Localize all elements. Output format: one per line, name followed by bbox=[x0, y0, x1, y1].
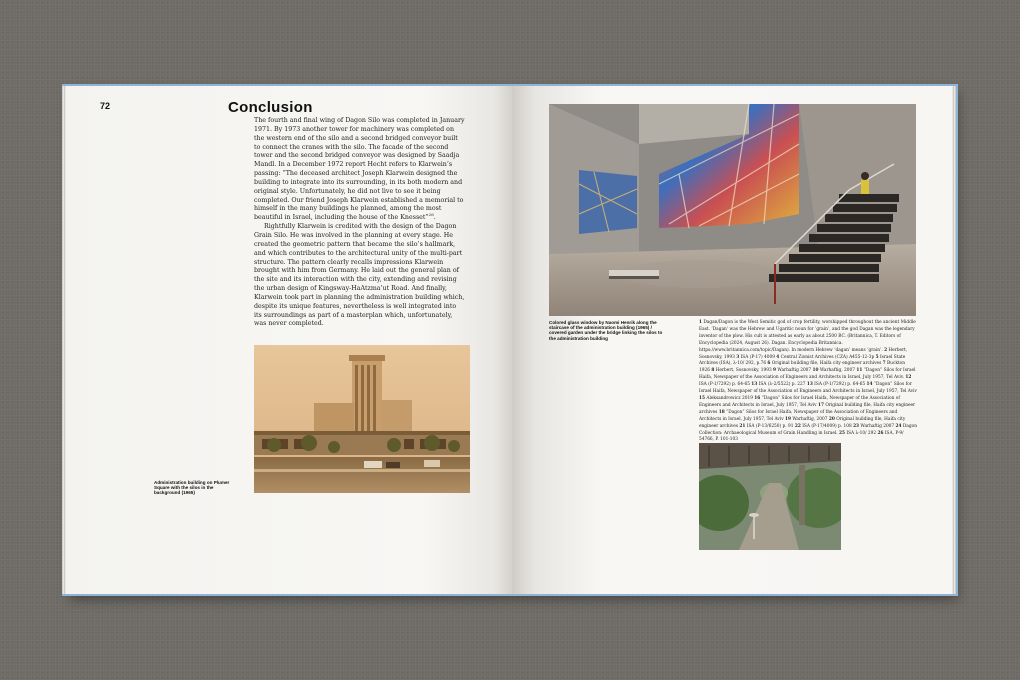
endnote-text: ISA (P-17/4009) p. 108 bbox=[800, 423, 854, 429]
paragraph: Rightfully Klarwein is credited with the design of the Dagon Grain Silo. He was involved in the planning at every stage. He created the geometric pattern that became the silo’s hallmark, and which contributes to the architectural unity of the multi-part structure. The pattern clearly recalls impressions Klarwein brought with him from Germany. He laid out the general plan of the site and its interaction with the city, extending and revising the urban design of Kingsway-HaAtzma’ut Road. And finally, Klarwein took part in planning the administration building which, despite its unique features, nevertheless is well integrated into its surroundings as part of a masterplan which, unfortunately, was never completed. bbox=[254, 223, 465, 328]
endnote-text: ISA (P-1/7292) p. 64-65 bbox=[699, 382, 752, 388]
endnote-number: 13 bbox=[751, 382, 758, 388]
administration-building-photo bbox=[254, 345, 470, 493]
endnote-text: Herbert, Sosnovsky, 1993 bbox=[699, 347, 908, 360]
endnote-text: Original building file, Haifa city engineer archives bbox=[699, 416, 906, 429]
page-number: 72 bbox=[100, 101, 111, 111]
body-text bbox=[254, 117, 465, 329]
endnote-number: 24 bbox=[895, 423, 902, 429]
endnote-number: 11 bbox=[856, 368, 863, 374]
endnote-text: “Dagon” Silos for Israel Haifa, Newspaper of the Association of Engineers and Architects in Israel, July 1957, Tel Aviv. bbox=[699, 368, 916, 381]
caption-stained-glass: Colored glass window by Naomi Henrik along the staircase of the administration building (1965) / covered garden under the bridge linking the silos to the administration building bbox=[549, 320, 663, 341]
endnote-text: ISA λ-10/ 292 bbox=[845, 430, 878, 436]
endnote-text: Dagon Collection: Archaeological Museum of Grain Handling in Israel. bbox=[699, 423, 917, 436]
endnote-text: Aleksandrowicz 2019 bbox=[704, 395, 755, 401]
endnote-text: “Dagon” Silos for Israel Haifa, Newspaper of the Association of Engineers and Architects in Israel, July 1957, Tel Aviv bbox=[699, 409, 898, 422]
covered-garden-photo bbox=[699, 443, 841, 550]
endnote-number: 1 bbox=[699, 320, 702, 325]
endnote-text: Original building file, Haifa city engineer archives bbox=[699, 402, 916, 415]
endnote-number: 6 bbox=[767, 361, 771, 367]
endnote-text: ISA (P-1/7292) p. 64-65 bbox=[812, 382, 867, 388]
endnote-number: 22 bbox=[794, 423, 801, 429]
endnote-number: 15 bbox=[699, 395, 705, 401]
endnote-text: ISA (P-17) 4009 bbox=[739, 354, 777, 360]
endnote-text: Original building file, Haifa city engineer archives bbox=[770, 361, 883, 367]
endnote-text: Central Zionist Archives (CZA) A455-12-3p bbox=[779, 354, 876, 360]
endnote-text: ISA, P-9/ 54766, P. 101-103 bbox=[699, 430, 904, 443]
endnote-number: 2 bbox=[884, 347, 888, 353]
caption-admin-building: Administration building on Plumer Square with the silos in the background (1965) bbox=[154, 480, 230, 496]
endnote-text: “Dagon” Silos for Israel Haifa, Newspaper of the Association of Engineers and Architects in Israel, July 1957, Tel Aviv bbox=[699, 395, 900, 408]
endnote-number: 16 bbox=[754, 395, 761, 401]
endnote-number: 13 bbox=[806, 382, 813, 388]
endnote-text: Buckton 1926 bbox=[699, 361, 906, 374]
endnote-number: 10 bbox=[812, 368, 819, 374]
endnote-number: 7 bbox=[882, 361, 886, 367]
endnote-number: 14 bbox=[866, 382, 873, 388]
endnote-number: 20 bbox=[828, 416, 835, 422]
endnote-text: Dagan/Dagon is the West Semitic god of crop fertility, worshipped throughout the ancient Middle East. ‘Dagan’ was the Hebrew and Ugaritic noun for ‘grain’, and the god Dagan was the legendary inventor of the plow. His cult is attested as early as about 2500 BC. (Britannica, T. Editors of Encyclopedia (2024, August 26). Dagan. Encyclopedia Britannica. https://www.britannica.com/topic/Dagan). In modern Hebrew ‘dagan’ means ‘grain’. bbox=[699, 320, 916, 353]
endnote-number: 5 bbox=[875, 354, 879, 360]
endnote-number: 4 bbox=[776, 354, 780, 360]
endnote-number: 25 bbox=[839, 430, 845, 436]
endnote-number: 9 bbox=[773, 368, 777, 374]
endnotes bbox=[699, 320, 917, 444]
endnote-number: 12 bbox=[905, 375, 912, 381]
endnote-text: Warhaftig, 2007 bbox=[791, 416, 829, 422]
endnote-number: 3 bbox=[736, 354, 740, 360]
footnote-ref: 26 bbox=[428, 212, 434, 218]
endnote-text: Warhaftig 2007 bbox=[776, 368, 813, 374]
page-stack-right bbox=[952, 86, 956, 594]
endnote-number: 21 bbox=[739, 423, 746, 429]
endnote-text: Warhaftig, 2007 bbox=[818, 368, 857, 374]
endnote-number: 26 bbox=[877, 430, 884, 436]
endnote-number: 23 bbox=[853, 423, 860, 429]
endnote-number: 8 bbox=[711, 368, 715, 374]
chapter-heading: Conclusion bbox=[228, 99, 313, 116]
endnote-text: Israel State Archives (ISA), λ-10/ 292, p.76 bbox=[699, 354, 906, 367]
endnote-text: ISA (λ-2/5522) p. 227 bbox=[757, 382, 807, 388]
endnote-text: “Dagon” Silos for Israel Haifa, Newspaper of the Association of Engineers and Architects in Israel, July 1957, Tel Aviv bbox=[699, 382, 917, 395]
paragraph: The fourth and final wing of Dagon Silo was completed in January 1971. By 1973 another tower for machinery was completed on the western end of the silo and a second bridged conveyor built to connect the cranes with the silo. The facade of the second tower and the second bridged conveyor was designed by Saadja Mandl. In a December 1972 report Hecht refers to Klarwein’s passing: “The deceased architect Joseph Klarwein designed the building to integrate into its surrounding, in its both modern and original style. Unfortunately, he did not live to see it being completed. Our friend Joseph Klarwein established a memorial to himself in the many buildings he planned, among the most beautiful in Israel, including the house of the Knesset”$^{26}$. bbox=[254, 117, 465, 222]
stained-glass-staircase-photo bbox=[549, 104, 916, 316]
endnote-text: ISA (P-13/6250) p. 91 bbox=[745, 423, 795, 429]
endnote-number: 17 bbox=[817, 402, 824, 408]
paragraph-text: The fourth and final wing of Dagon Silo was completed in January 1971. By 1973 another tower for machinery was completed on the western end of the silo and a second bridged conveyor built to connect the cranes with the silo. The facade of the second tower and the second bridged conveyor was designed by Saadja Mandl. In a December 1972 report Hecht refers to Klarwein’s passing: “The deceased architect Joseph Klarwein designed the building to integrate into its surrounding, in its both modern and original style. Unfortunately, he did not live to see it being completed. Our friend Joseph Klarwein established a memorial to himself in the many buildings he planned, among the most beautiful in Israel, including the house of the Knesset” bbox=[254, 117, 465, 222]
endnote-number: 19 bbox=[785, 416, 792, 422]
endnote-text: Herbert, Sosnovsky, 1993 bbox=[714, 368, 774, 374]
endnote-number: 18 bbox=[718, 409, 725, 415]
endnote-text: Warhaftig 2007 bbox=[859, 423, 896, 429]
